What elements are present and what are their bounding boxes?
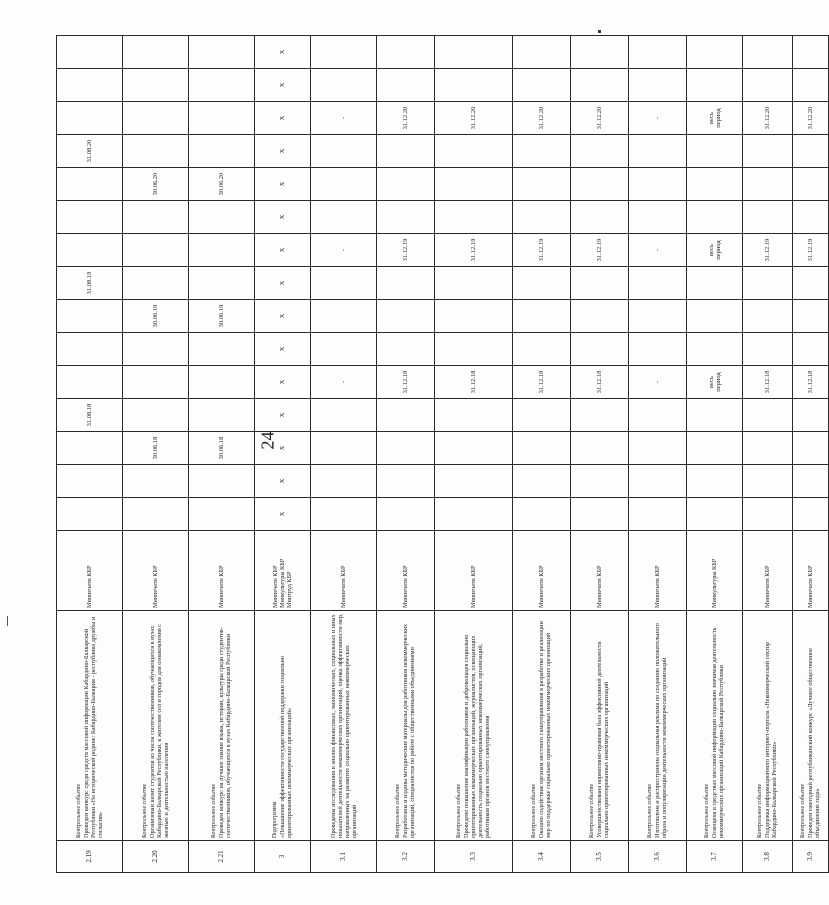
table-row: [311, 36, 377, 873]
schedule-cell: 31.12.18: [793, 366, 829, 399]
schedule-cell: [571, 267, 629, 300]
event-text: Проведен ежегодный республиканский конкурс «Лучшее общественное объединение года»: [807, 648, 821, 838]
schedule-cell: [743, 267, 793, 300]
schedule-cell: [311, 36, 377, 69]
event-text: Изготовлена и распространена социальная реклама по созданию положительного образа и популяризации деятельности некоммерческих организаций: [654, 623, 668, 838]
executor-name: Минпечати КБР: [402, 565, 409, 608]
executor: [377, 531, 435, 611]
schedule-cell: [793, 333, 829, 366]
schedule-cell: [189, 201, 255, 234]
schedule-cell: [57, 168, 123, 201]
schedule-cell: [571, 432, 629, 465]
schedule-cell: [57, 201, 123, 234]
schedule-cell: [687, 168, 743, 201]
schedule-cell: [57, 432, 123, 465]
schedule-cell: [571, 168, 629, 201]
schedule-cell: [377, 267, 435, 300]
row-number: 3.4: [513, 841, 571, 873]
schedule-cell: [629, 267, 687, 300]
schedule-cell: 31.12.20: [571, 102, 629, 135]
schedule-cell: 31.12.19: [743, 234, 793, 267]
schedule-cell: [687, 69, 743, 102]
schedule-cell: [435, 399, 513, 432]
table-row: [743, 36, 793, 873]
schedule-cell: [513, 498, 571, 531]
row-number: 3.6: [629, 841, 687, 873]
row-number: 3.9: [793, 841, 829, 873]
schedule-cell: [189, 333, 255, 366]
schedule-cell: 31.08.19: [57, 267, 123, 300]
schedule-cell: [57, 36, 123, 69]
schedule-cell: [571, 465, 629, 498]
schedule-cell: X: [255, 201, 311, 234]
schedule-cell: [123, 36, 189, 69]
event-description: [255, 611, 311, 841]
event-text: Проведено повышение квалификации работников и добровольцев социально ориентированных некоммерческих организаций, журналистов, освещающих деятельность социально ориентированных некоммерческих организаций, работников органов местного самоуправления: [463, 634, 491, 838]
table-row: [377, 36, 435, 873]
schedule-cell: [123, 333, 189, 366]
executor: [435, 531, 513, 611]
schedule-cell: [793, 432, 829, 465]
table-row: [687, 36, 743, 873]
schedule-cell: [123, 69, 189, 102]
schedule-cell: [513, 399, 571, 432]
schedule-cell: [513, 432, 571, 465]
schedule-cell: [793, 498, 829, 531]
schedule-cell: 30.06.19: [123, 300, 189, 333]
schedule-cell: [571, 399, 629, 432]
schedule-cell: -: [629, 102, 687, 135]
schedule-cell: 31.12.18: [743, 366, 793, 399]
schedule-cell: [57, 102, 123, 135]
row-number: 3.5: [571, 841, 629, 873]
schedule-cell: X: [255, 69, 311, 102]
event-type-label: Контрольное событие: [589, 783, 595, 838]
schedule-cell: [793, 300, 829, 333]
schedule-cell: [743, 465, 793, 498]
schedule-cell: [189, 498, 255, 531]
event-text: Усовершенствована нормативно-правовая база эффективной деятельности социально ориентированных некоммерческих организаций: [596, 641, 610, 838]
event-description: [793, 611, 829, 841]
table-row: [123, 36, 189, 873]
schedule-cell: [435, 36, 513, 69]
row-number: 3.3: [435, 841, 513, 873]
executor-name: Минпечати КБР: [272, 565, 279, 608]
schedule-cell: [189, 267, 255, 300]
schedule-cell: [189, 465, 255, 498]
schedule-cell: [793, 36, 829, 69]
event-text: Разработаны и изданы методические материалы для работников некоммерческих организаций, специалистов по работе с общественными объединениями: [402, 623, 416, 838]
row-number: 2.20: [123, 841, 189, 873]
executor: [123, 531, 189, 611]
schedule-cell: [123, 201, 189, 234]
executor-name: Минпечати КБР: [340, 565, 347, 608]
event-text: Освещена в средствах массовой информации социально значимая деятельность некоммерческих организаций Кабардино-Балкарской Республики: [711, 627, 725, 838]
schedule-cell: [435, 201, 513, 234]
schedule-cell: [571, 135, 629, 168]
schedule-cell: [743, 498, 793, 531]
corner-mark: [598, 30, 601, 33]
schedule-cell: [793, 267, 829, 300]
event-description: [687, 611, 743, 841]
schedule-cell: [687, 300, 743, 333]
schedule-cell: [435, 432, 513, 465]
schedule-cell: 30.06.19: [189, 300, 255, 333]
schedule-cell: [687, 201, 743, 234]
event-description: [743, 611, 793, 841]
schedule-cell: [377, 168, 435, 201]
event-description: [189, 611, 255, 841]
schedule-cell: X: [255, 498, 311, 531]
schedule-cell: [793, 69, 829, 102]
table-body: [57, 36, 829, 873]
schedule-cell: [189, 135, 255, 168]
schedule-cell: [57, 234, 123, 267]
schedule-cell: [311, 498, 377, 531]
schedule-cell: [571, 36, 629, 69]
schedule-cell: -: [311, 366, 377, 399]
schedule-cell: [377, 69, 435, 102]
row-number: 3: [255, 841, 311, 873]
schedule-cell: [435, 168, 513, 201]
schedule-cell: 31.12.19: [435, 234, 513, 267]
executor-name: Минпечати КБР: [470, 565, 477, 608]
schedule-cell: [571, 498, 629, 531]
rotated-table-wrapper: [56, 41, 821, 873]
schedule-cell: [123, 267, 189, 300]
row-number: 3.2: [377, 841, 435, 873]
event-description: [629, 611, 687, 841]
event-text: Проведен конкурс на лучшее знание языка, истории, культуры среди студентов-соотечественников, обучающихся в вузах Кабардино-Балкарской Республики: [218, 627, 232, 838]
schedule-cell: 31.12.20: [435, 102, 513, 135]
schedule-cell: [377, 432, 435, 465]
schedule-cell: 30.06.18: [189, 432, 255, 465]
event-type-label: Контрольное событие: [757, 783, 763, 838]
event-text: Проведен конкурс среди средств массовой информации Кабардино-Балкарской Республики «На исторической родине: Кабардино-Балкария - республика дружбы и согласия»: [82, 616, 104, 838]
schedule-cell: [571, 69, 629, 102]
schedule-cell: [743, 432, 793, 465]
schedule-cell: [513, 201, 571, 234]
schedule-cell: [57, 300, 123, 333]
schedule-cell: [435, 300, 513, 333]
schedule-cell: X: [255, 399, 311, 432]
event-text: Оказано содействие органам местного самоуправления в разработке и реализации мер по поддержке социально ориентированных некоммерческих организаций: [538, 621, 552, 838]
schedule-cell: [687, 399, 743, 432]
schedule-cell: -: [311, 102, 377, 135]
executor-name: Минпечати КБР: [218, 565, 225, 608]
schedule-cell: 30.06.18: [123, 432, 189, 465]
schedule-cell: -: [629, 366, 687, 399]
event-description: [435, 611, 513, 841]
schedule-cell: [377, 333, 435, 366]
event-text: Поддержка информационного интернет-портала «Некоммерческий сектор Кабардино-Балкарской Республики»: [764, 642, 778, 838]
schedule-cell: [435, 69, 513, 102]
row-number: 2.21: [189, 841, 255, 873]
schedule-cell: X: [255, 234, 311, 267]
schedule-cell: [123, 399, 189, 432]
schedule-cell: [687, 498, 743, 531]
schedule-cell: -: [311, 234, 377, 267]
event-description: [123, 611, 189, 841]
schedule-cell: [123, 135, 189, 168]
schedule-cell: [793, 135, 829, 168]
schedule-cell: [435, 498, 513, 531]
executor: [571, 531, 629, 611]
schedule-cell: [687, 267, 743, 300]
schedule-cell: [123, 498, 189, 531]
event-description: [57, 611, 123, 841]
schedule-cell: [311, 432, 377, 465]
margin-tick: [7, 616, 8, 626]
schedule-cell: 31.12.19: [571, 234, 629, 267]
schedule-cell: X: [255, 465, 311, 498]
executor-name: Минпечати КБР: [807, 565, 814, 608]
executor: [189, 531, 255, 611]
page-number: 24: [257, 431, 278, 450]
schedule-cell: [189, 234, 255, 267]
schedule-cell: [793, 399, 829, 432]
schedule-cell: [687, 432, 743, 465]
schedule-cell: X: [255, 168, 311, 201]
schedule-cell: [793, 201, 829, 234]
schedule-cell: X: [255, 267, 311, 300]
schedule-cell: весь период: [687, 102, 743, 135]
schedule-cell: [629, 465, 687, 498]
schedule-cell: [311, 399, 377, 432]
schedule-cell: X: [255, 300, 311, 333]
executor-name: Минпечати КБР: [86, 565, 93, 608]
schedule-cell: [311, 168, 377, 201]
schedule-cell: [687, 333, 743, 366]
executor: [629, 531, 687, 611]
schedule-cell: [435, 333, 513, 366]
schedule-cell: [629, 69, 687, 102]
schedule-cell: 31.12.18: [571, 366, 629, 399]
schedule-cell: X: [255, 432, 311, 465]
schedule-cell: [123, 366, 189, 399]
event-type-label: Контрольное событие: [647, 783, 653, 838]
schedule-cell: [189, 36, 255, 69]
table-row: [189, 36, 255, 873]
schedule-cell: 31.08.20: [57, 135, 123, 168]
schedule-cell: [743, 300, 793, 333]
schedule-cell: [123, 465, 189, 498]
schedule-cell: [435, 267, 513, 300]
event-type-label: Контрольное событие: [800, 783, 806, 838]
event-description: [377, 611, 435, 841]
row-number: 2.19: [57, 841, 123, 873]
schedule-cell: [687, 135, 743, 168]
event-description: [571, 611, 629, 841]
schedule-cell: [513, 168, 571, 201]
schedule-cell: X: [255, 135, 311, 168]
event-type-label: Контрольное событие: [456, 783, 462, 838]
schedule-cell: X: [255, 333, 311, 366]
schedule-cell: 31.12.20: [377, 102, 435, 135]
schedule-cell: [311, 69, 377, 102]
executor: [255, 531, 311, 611]
schedule-cell: весь период: [687, 366, 743, 399]
schedule-cell: [57, 333, 123, 366]
schedule-cell: [743, 333, 793, 366]
schedule-cell: [377, 465, 435, 498]
schedule-cell: [629, 36, 687, 69]
schedule-cell: [57, 69, 123, 102]
schedule-cell: [513, 69, 571, 102]
schedule-cell: [311, 465, 377, 498]
schedule-cell: [687, 465, 743, 498]
schedule-cell: 31.12.18: [377, 366, 435, 399]
executor-name: Минпечати КБР: [152, 565, 159, 608]
schedule-cell: [571, 333, 629, 366]
event-type-label: Контрольное событие: [211, 783, 217, 838]
schedule-cell: [793, 168, 829, 201]
schedule-cell: [629, 201, 687, 234]
schedule-cell: [377, 201, 435, 234]
schedule-cell: [571, 300, 629, 333]
schedule-cell: 30.06.20: [189, 168, 255, 201]
table-row: [255, 36, 311, 873]
schedule-cell: [57, 366, 123, 399]
event-description: [513, 611, 571, 841]
schedule-cell: 31.12.20: [793, 102, 829, 135]
schedule-cell: [311, 135, 377, 168]
schedule-cell: 30.06.20: [123, 168, 189, 201]
executor-name: Минкультуры КБР: [279, 558, 286, 608]
executor: [57, 531, 123, 611]
schedule-cell: X: [255, 102, 311, 135]
schedule-cell: [513, 333, 571, 366]
schedule-cell: [513, 300, 571, 333]
schedule-cell: -: [629, 234, 687, 267]
schedule-cell: [123, 234, 189, 267]
schedule-cell: [629, 498, 687, 531]
event-type-label: Контрольное событие: [531, 783, 537, 838]
schedule-cell: 31.12.19: [793, 234, 829, 267]
event-type-label: Контрольное событие: [395, 783, 401, 838]
schedule-cell: [687, 36, 743, 69]
schedule-cell: [629, 168, 687, 201]
schedule-cell: [311, 201, 377, 234]
schedule-cell: [629, 135, 687, 168]
schedule-cell: [189, 69, 255, 102]
executor: [793, 531, 829, 611]
schedule-cell: 31.12.18: [513, 366, 571, 399]
schedule-cell: [743, 168, 793, 201]
schedule-cell: [57, 465, 123, 498]
schedule-cell: 31.08.18: [57, 399, 123, 432]
schedule-cell: 31.12.19: [513, 234, 571, 267]
executor-name: Минпечати КБР: [654, 565, 661, 608]
schedule-cell: [629, 333, 687, 366]
event-text: Организован визит студентов из числа соотечественников, обучающихся в вузах Кабардино-Балкарской Республики, к жителям сел и городов для ознакомления с жизнью и деятельностью населения: [148, 624, 170, 838]
schedule-cell: [377, 36, 435, 69]
schedule-cell: [57, 498, 123, 531]
schedule-cell: [311, 300, 377, 333]
table-row: [435, 36, 513, 873]
schedule-cell: [377, 300, 435, 333]
schedule-cell: [629, 399, 687, 432]
executor-name: Минпечати КБР: [764, 565, 771, 608]
schedule-cell: [629, 300, 687, 333]
schedule-cell: [189, 399, 255, 432]
table-row: [571, 36, 629, 873]
schedule-cell: [513, 135, 571, 168]
event-description: [311, 611, 377, 841]
schedule-cell: [743, 201, 793, 234]
schedule-cell: [311, 267, 377, 300]
event-type-label: Подпрограмма: [272, 801, 278, 838]
schedule-cell: [377, 135, 435, 168]
schedule-cell: [743, 135, 793, 168]
schedule-cell: [513, 36, 571, 69]
schedule-cell: 31.12.18: [435, 366, 513, 399]
table-row: [629, 36, 687, 873]
schedule-cell: [377, 498, 435, 531]
table-row: [513, 36, 571, 873]
schedule-cell: [311, 333, 377, 366]
event-text: «Повышение эффективности государственной поддержки социально ориентированных некоммерческих организаций»: [279, 656, 293, 838]
event-type-label: Контрольное событие: [75, 783, 82, 838]
table-row: [57, 36, 123, 873]
schedule-cell: [123, 102, 189, 135]
event-text: Проведены исследования и анализ финансовых, экономических, социальных и иных показателей деятельности некоммерческих организаций, оценка эффективности мер, направленных на развитие социально ориентированных некоммерческих организаций: [329, 613, 358, 838]
executor: [687, 531, 743, 611]
schedule-cell: 31.12.20: [743, 102, 793, 135]
schedule-cell: [571, 201, 629, 234]
schedule-cell: [189, 102, 255, 135]
executor-name: Минпечати КБР: [596, 565, 603, 608]
row-number: 3.1: [311, 841, 377, 873]
row-number: 3.8: [743, 841, 793, 873]
schedule-cell: [435, 465, 513, 498]
executor-name: Минтруд КБР: [286, 571, 293, 608]
event-type-label: Контрольное событие: [704, 783, 710, 838]
schedule-cell: [743, 399, 793, 432]
schedule-cell: X: [255, 366, 311, 399]
schedule-cell: весь период: [687, 234, 743, 267]
schedule-cell: X: [255, 36, 311, 69]
schedule-table: [56, 35, 829, 873]
schedule-cell: [189, 366, 255, 399]
schedule-cell: [513, 465, 571, 498]
schedule-cell: [743, 69, 793, 102]
schedule-cell: 31.12.19: [377, 234, 435, 267]
executor: [513, 531, 571, 611]
schedule-cell: [793, 465, 829, 498]
table-row: [793, 36, 829, 873]
schedule-cell: [435, 135, 513, 168]
schedule-cell: [513, 267, 571, 300]
schedule-cell: [377, 399, 435, 432]
schedule-cell: [743, 36, 793, 69]
event-type-label: Контрольное событие: [141, 783, 148, 838]
executor: [743, 531, 793, 611]
executor: [311, 531, 377, 611]
schedule-cell: [629, 432, 687, 465]
executor-name: Минпечати КБР: [538, 565, 545, 608]
executor-name: Минкультуры КБР: [711, 558, 718, 608]
schedule-cell: 31.12.20: [513, 102, 571, 135]
row-number: 3.7: [687, 841, 743, 873]
